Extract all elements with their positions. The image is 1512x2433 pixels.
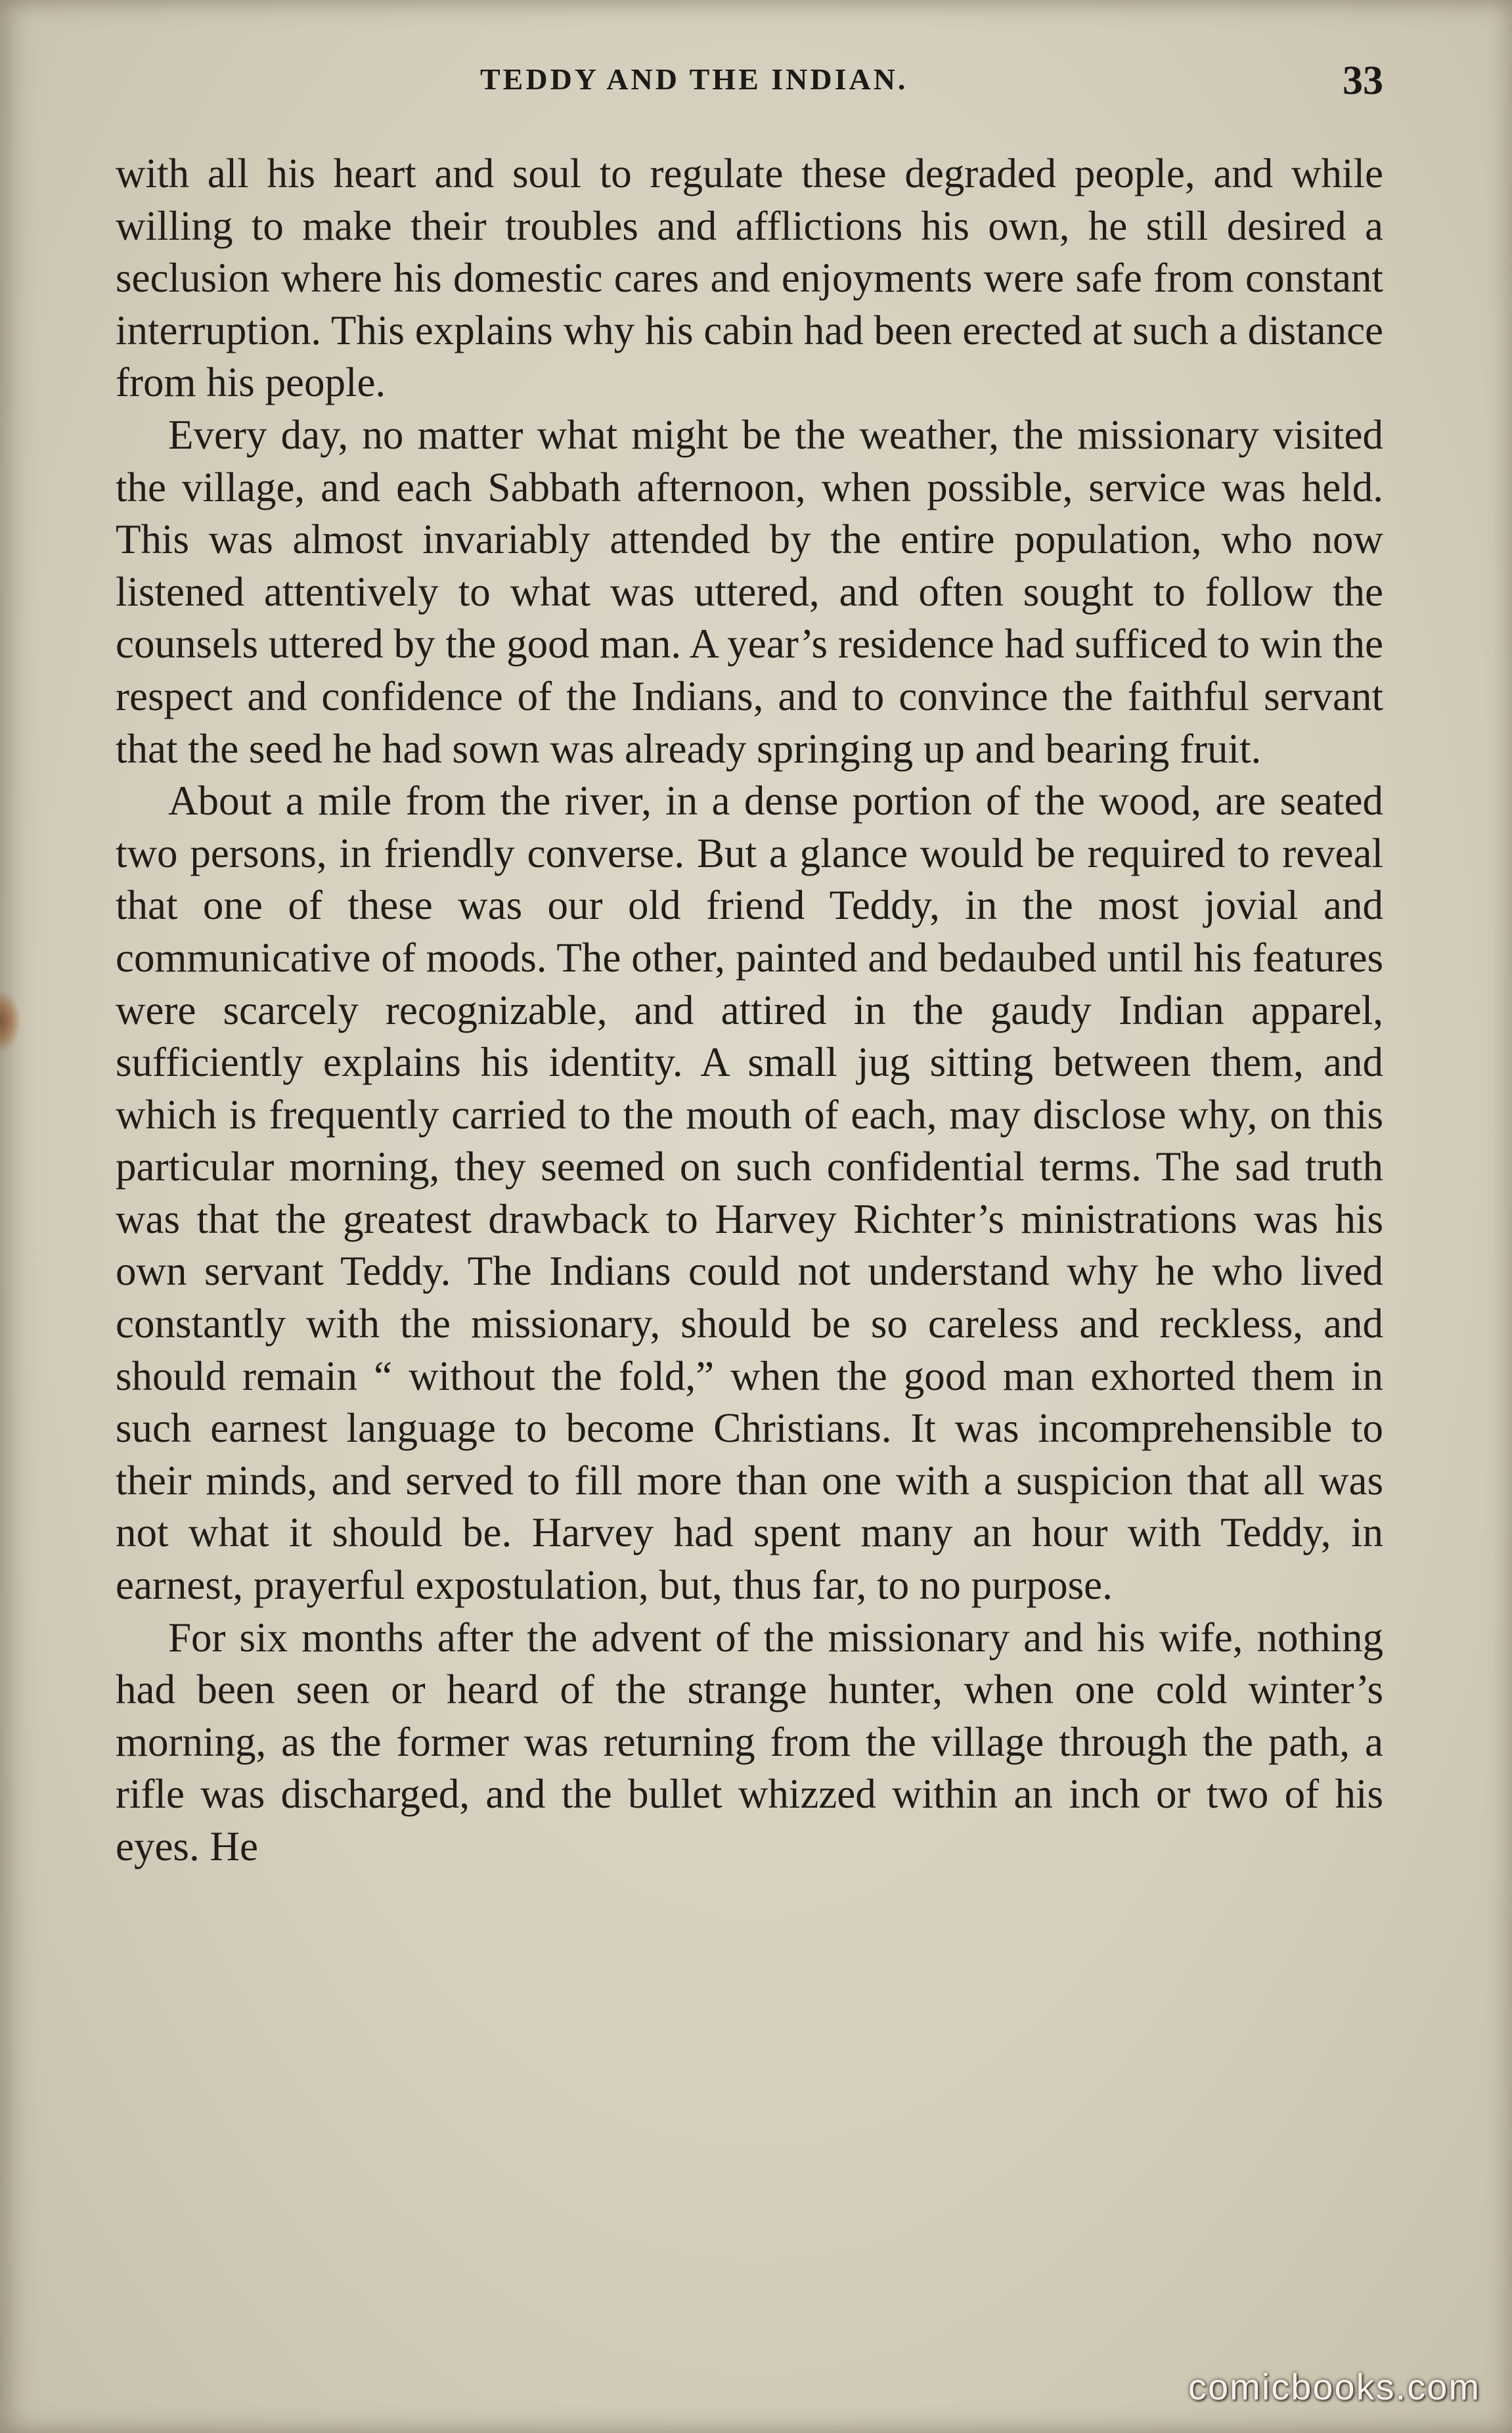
paragraph-3: About a mile from the river, in a dense portion of the wood, are seated two persons, in friendly converse. But a glance would be required to reveal that one of these was our old friend Teddy, in the most jovial and communicative of moods. The other, painted and bedaubed until his features were scarcely recognizable, and attired in the gaudy Indian apparel, sufficiently explains his identity. A small jug sitting between them, and which is frequently carried to the mouth of each, may disclose why, on this particular morning, they seemed on such confidential terms. The sad truth was that the greatest drawback to Harvey Richter’s ministrations was his own servant Teddy. The Indians could not understand why he who lived constantly with the missionary, should be so careless and reckless, and should remain “ without the fold,” when the good man exhorted them in such earnest language to become Christians. It was incomprehensible to their minds, and served to fill more than one with a suspicion that all was not what it should be. Harvey had spent many an hour with Teddy, in earnest, prayerful expostulation, but, thus far, to no purpose. bbox=[116, 778, 1383, 1609]
paragraph-2: Every day, no matter what might be the weather, the missionary visited the village, and each Sabbath afternoon, when possible, service was held. This was almost invariably attended by the entire population, who now listened attentively to what was uttered, and often sought to follow the counsels uttered by the good man. A year’s residence had sufficed to win the respect and confidence of the Indians, and to convince the faithful servant that the seed he had sown was already springing up and bearing fruit. bbox=[116, 411, 1383, 772]
paragraph-1: with all his heart and soul to regulate these degraded people, and while willing to make their troubles and afflictions his own, he still desired a seclusion where his domestic cares and enjoyments were safe from constant interruption. This explains why his cabin had been erected at such a distance from his people. bbox=[116, 150, 1383, 406]
paragraph-4: For six months after the advent of the missionary and his wife, nothing had been seen or heard of the strange hunter, when one cold winter’s morning, as the former was returning from the village through the path, a rifle was discharged, and the bullet whizzed within an inch or two of his eyes. He bbox=[116, 1614, 1383, 1869]
page-tear-mark bbox=[0, 992, 20, 1051]
page-number: 33 bbox=[1343, 58, 1383, 103]
running-head bbox=[116, 58, 1383, 104]
watermark-logo: comicbooks.com bbox=[1188, 2366, 1480, 2407]
running-title: TEDDY AND THE INDIAN. bbox=[480, 62, 908, 96]
body-text bbox=[116, 148, 1383, 1873]
